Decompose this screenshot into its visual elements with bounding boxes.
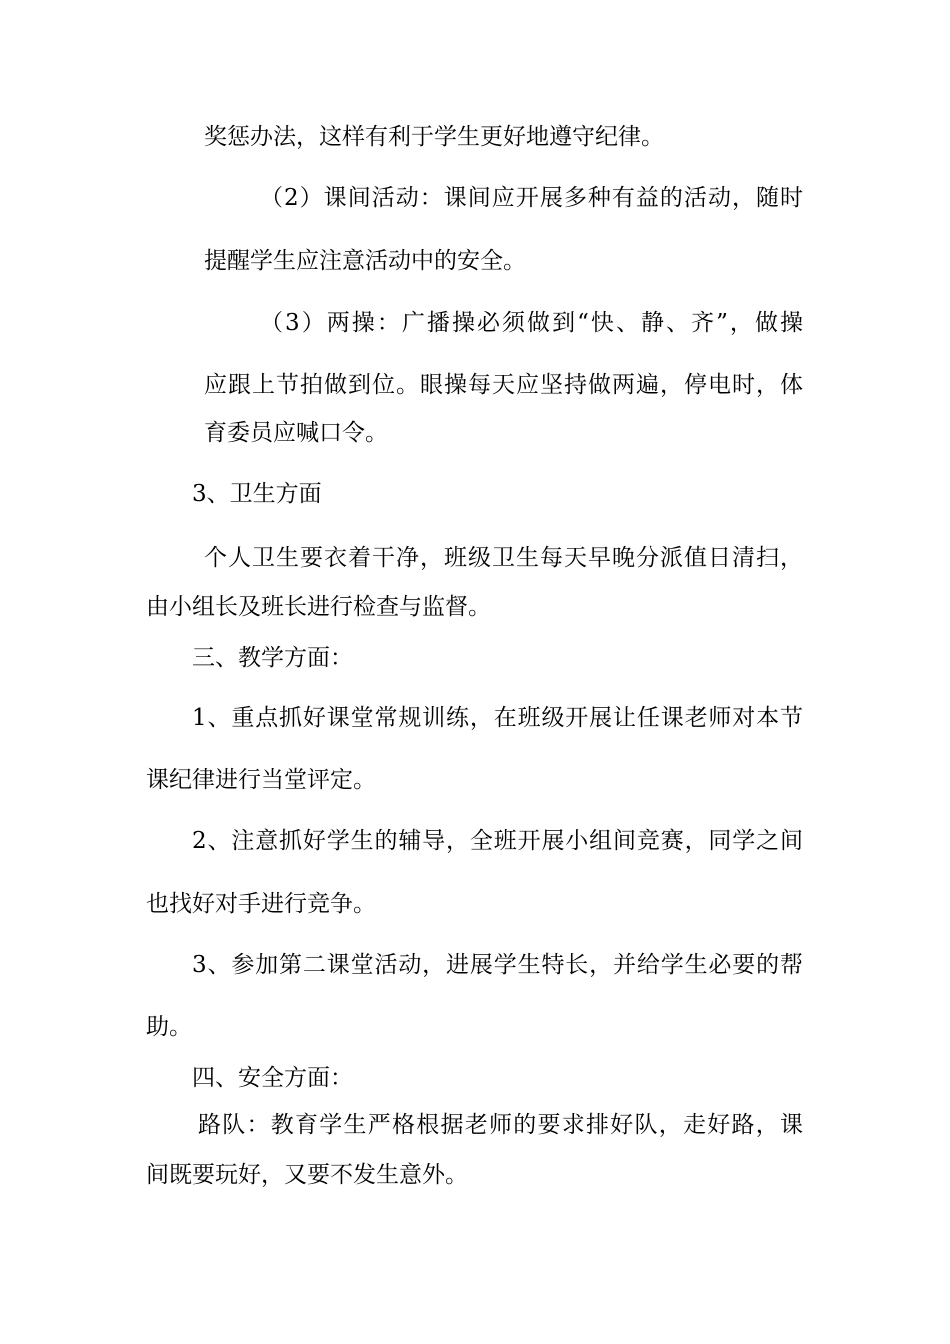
section-heading-hygiene: 3、卫生方面 — [192, 481, 322, 507]
text-line-12: 课纪律进行当堂评定。 — [146, 767, 376, 793]
text-line-18: 路队：教育学生严格根据老师的要求排好队，走好路，课 — [198, 1112, 803, 1138]
text-line-5: 应跟上节拍做到位。眼操每天应坚持做两遍，停电时，体 — [204, 372, 803, 398]
text-line-8: 个人卫生要衣着干净，班级卫生每天早晚分派值日清扫， — [204, 545, 803, 571]
text-line-6: 育委员应喊口令。 — [204, 420, 388, 446]
text-line-13: 2、注意抓好学生的辅导，全班开展小组间竞赛，同学之间 — [192, 828, 803, 854]
text-line-4: （3）两操：广播操必须做到“快、静、齐”，做操 — [260, 310, 803, 336]
text-line-11: 1、重点抓好课堂常规训练，在班级开展让任课老师对本节 — [192, 705, 803, 731]
text-line-1: 奖惩办法，这样有利于学生更好地遵守纪律。 — [204, 124, 664, 150]
text-line-16: 助。 — [146, 1014, 192, 1040]
text-line-9: 由小组长及班长进行检查与监督。 — [146, 594, 491, 620]
section-heading-safety: 四、安全方面： — [192, 1065, 353, 1091]
text-line-3: 提醒学生应注意活动中的安全。 — [204, 248, 526, 274]
text-line-19: 间既要玩好，又要不发生意外。 — [146, 1162, 468, 1188]
text-line-14: 也找好对手进行竞争。 — [146, 891, 376, 917]
text-line-15: 3、参加第二课堂活动，进展学生特长，并给学生必要的帮 — [192, 952, 803, 978]
section-heading-teaching: 三、教学方面： — [192, 645, 353, 671]
text-line-2: （2）课间活动：课间应开展多种有益的活动，随时 — [260, 185, 803, 211]
